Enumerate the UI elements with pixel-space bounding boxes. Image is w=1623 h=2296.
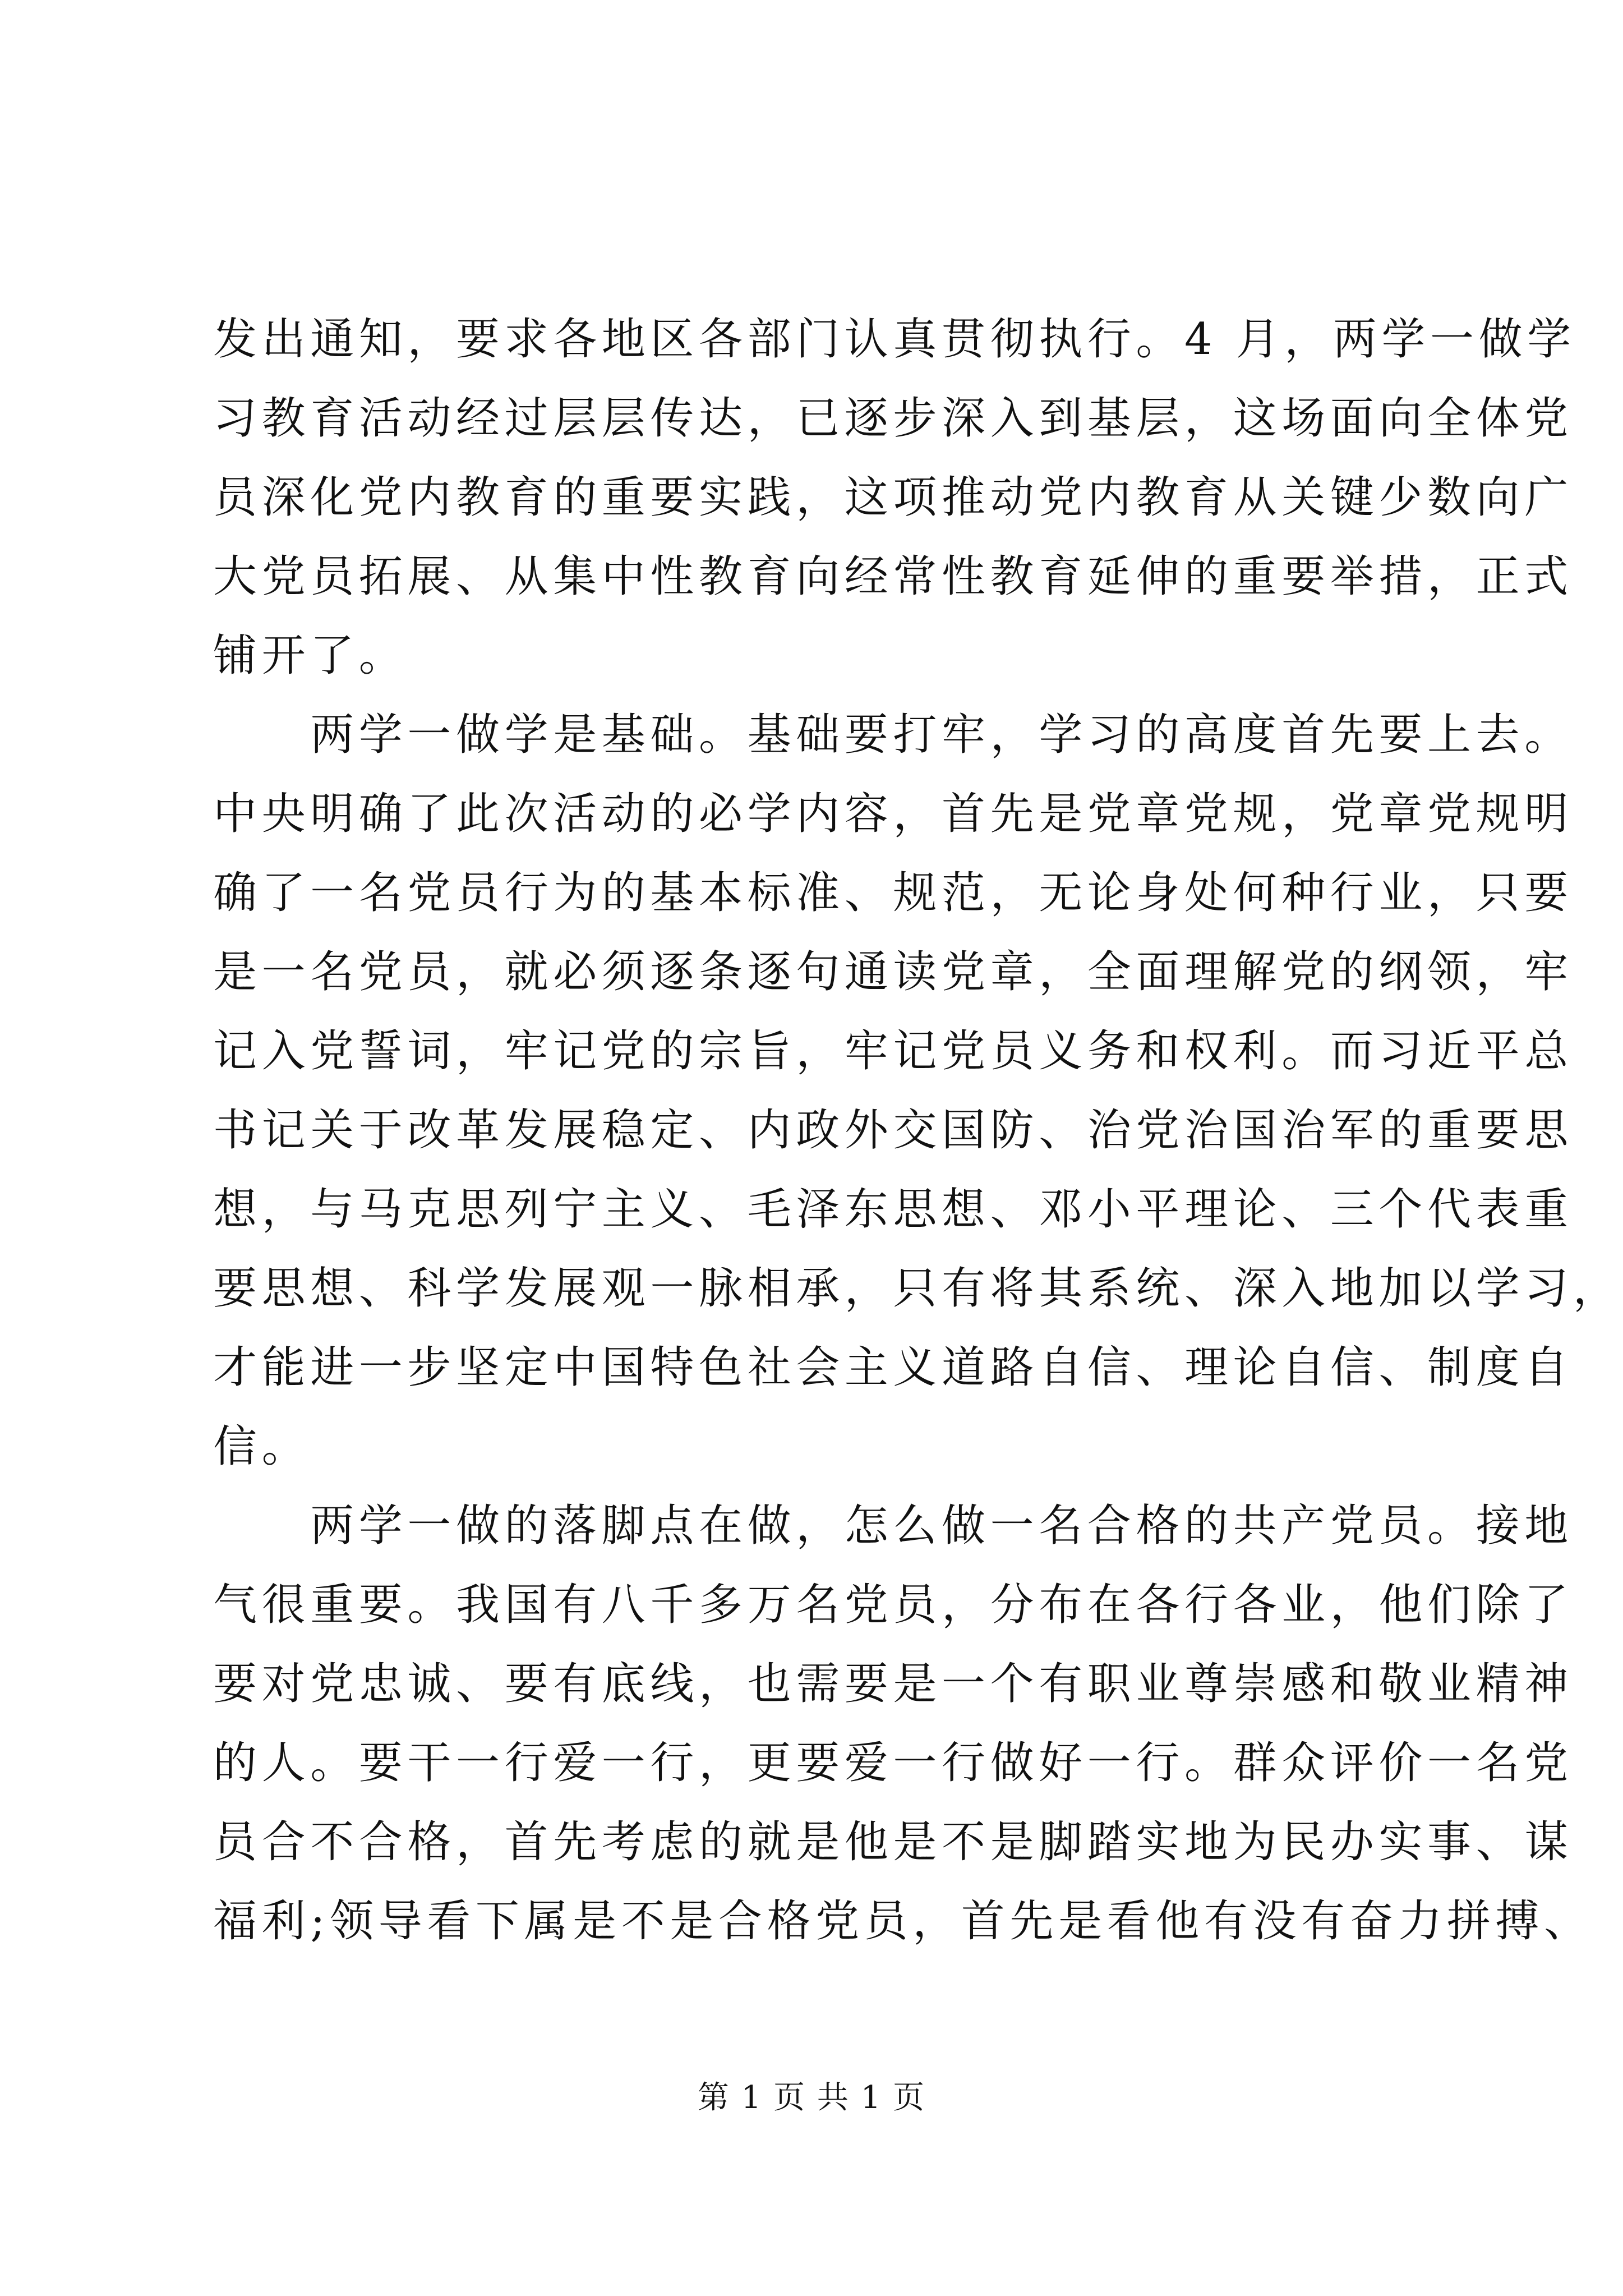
text-line: 员合不合格，首先考虑的就是他是不是脚踏实地为民办实事、谋 bbox=[213, 1817, 1573, 1867]
text-line: 记入党誓词，牢记党的宗旨，牢记党员义务和权利。而习近平总 bbox=[213, 1026, 1573, 1076]
text-line: 铺开了。 bbox=[213, 631, 408, 681]
text-line: 书记关于改革发展稳定、内政外交国防、治党治国治军的重要思 bbox=[213, 1105, 1573, 1156]
text-line: 员深化党内教育的重要实践，这项推动党内教育从关键少数向广 bbox=[213, 472, 1573, 523]
text-line: 两学一做学是基础。基础要打牢，学习的高度首先要上去。 bbox=[213, 710, 1573, 760]
text-line: 两学一做的落脚点在做，怎么做一名合格的共产党员。接地 bbox=[213, 1501, 1573, 1551]
text-line: 习教育活动经过层层传达，已逐步深入到基层，这场面向全体党 bbox=[213, 393, 1573, 444]
text-line: 想，与马克思列宁主义、毛泽东思想、邓小平理论、三个代表重 bbox=[213, 1184, 1573, 1235]
text-line: 大党员拓展、从集中性教育向经常性教育延伸的重要举措，正式 bbox=[213, 551, 1573, 602]
text-line: 福利;领导看下属是不是合格党员，首先是看他有没有奋力拼搏、 bbox=[213, 1896, 1593, 1947]
text-line: 气很重要。我国有八千多万名党员，分布在各行各业，他们除了 bbox=[213, 1580, 1573, 1630]
text-line: 才能进一步坚定中国特色社会主义道路自信、理论自信、制度自 bbox=[213, 1342, 1573, 1393]
document-body bbox=[213, 300, 1622, 1961]
text-line: 要思想、科学发展观一脉相承，只有将其系统、深入地加以学习， bbox=[213, 1263, 1622, 1314]
text-line: 是一名党员，就必须逐条逐句通读党章，全面理解党的纲领，牢 bbox=[213, 947, 1573, 997]
text-line: 确了一名党员行为的基本标准、规范，无论身处何种行业，只要 bbox=[213, 868, 1573, 918]
text-line: 要对党忠诚、要有底线，也需要是一个有职业尊崇感和敬业精神 bbox=[213, 1659, 1573, 1709]
page-footer bbox=[0, 2076, 1623, 2120]
text-line: 的人。要干一行爱一行，更要爱一行做好一行。群众评价一名党 bbox=[213, 1738, 1573, 1788]
text-line: 发出通知，要求各地区各部门认真贯彻执行。4 月，两学一做学 bbox=[213, 314, 1576, 365]
text-line: 中央明确了此次活动的必学内容，首先是党章党规，党章党规明 bbox=[213, 789, 1573, 839]
text-line: 信。 bbox=[213, 1421, 311, 1472]
page-number-label: 第 1 页 共 1 页 bbox=[697, 2079, 926, 2116]
